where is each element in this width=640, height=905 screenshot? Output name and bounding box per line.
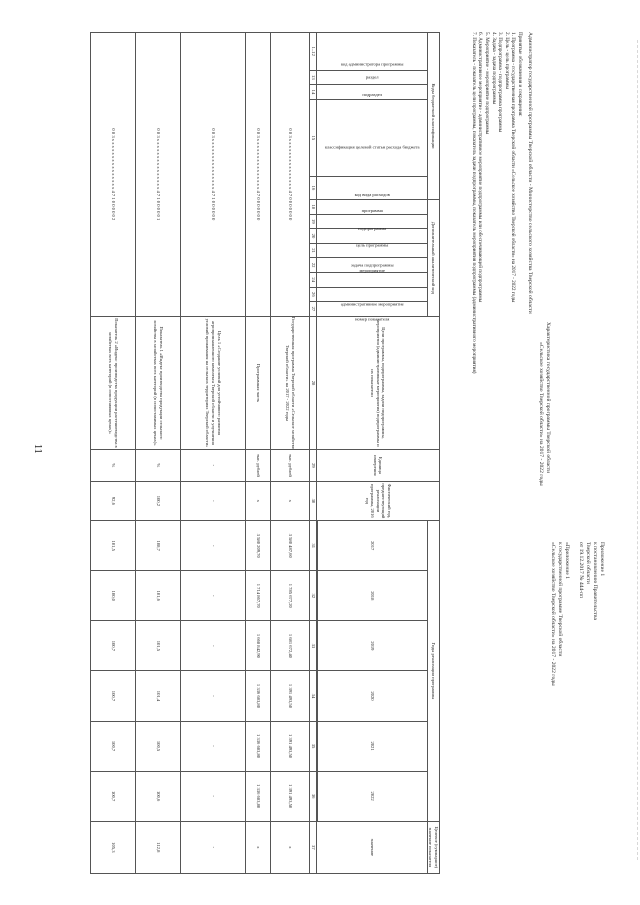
row-y2022: 100,6 (136, 771, 181, 821)
note-6: 6. Административное мероприятие - административное мероприятие подпрограммы или обеспечивающей подпрограммы (477, 32, 484, 303)
note-2: 2. Цель - цель программы (503, 32, 510, 89)
row-y2022: 1 336 683,80 (246, 771, 271, 821)
row-fact: - (181, 481, 246, 521)
row-unit: тыс. рублей (271, 450, 310, 481)
row-y2020: 100,7 (91, 671, 136, 721)
row-target: х (246, 821, 271, 873)
document-title-line-1: Характеристика государственной программы Тверской области (545, 322, 551, 474)
table-row (181, 33, 246, 874)
administrator-line: Администратор государственной программы Тверской области - Министерство сельского хозяйства Тверской области (527, 32, 533, 314)
attachment-line-2: к постановлению Правительства (592, 542, 598, 620)
colnum-21: 21 (310, 243, 317, 258)
row-y2019: 1 668 842,90 (246, 621, 271, 671)
header-subsection: подраздел (316, 85, 427, 100)
row-codes: 0 8 3 х х х х х х х х х х х х х х х 4 7 0 0 0 0 0 0 0 (246, 33, 271, 317)
header-years-group: Годы реализации программы (427, 521, 439, 821)
column-number-row (310, 33, 317, 874)
table-row (136, 33, 181, 874)
table-row (246, 33, 271, 874)
row-unit: % (91, 450, 136, 481)
colnum-20: 20 (310, 229, 317, 244)
header-task: задача подпрограммы (316, 243, 427, 258)
rotated-landscape-sheet (25, 22, 615, 882)
row-y2022: 1 391 493,50 (271, 771, 310, 821)
colnum-34: 34 (310, 671, 317, 721)
colnum-27: 27 (310, 302, 317, 317)
colnum-24: 24 (310, 272, 317, 287)
row-fact: х (246, 481, 271, 521)
header-program: программа (316, 199, 427, 214)
attachment-line-5: «Приложение 1 (564, 542, 570, 580)
row-y2018: - (181, 571, 246, 621)
colnum-16: 16 (310, 176, 317, 199)
row-y2020: 1 336 683,80 (246, 671, 271, 721)
header-admin-event: административное мероприятие (316, 272, 427, 287)
colnum-29: 29 (310, 450, 317, 481)
header-class-cost: классификация целевой статьи расхода бюджета (316, 99, 427, 176)
row-y2017: 101,5 (91, 521, 136, 571)
row-name: Показатель 2 «Индекс производства продукции растениеводства в хозяйствах всех категорий (в сопоставимых ценах)» (91, 316, 136, 450)
note-5: 5. Мероприятие - мероприятие подпрограммы (484, 32, 491, 135)
page-number: 11 (32, 444, 43, 454)
colnum-codes: 1–12 (310, 33, 317, 71)
attachment-line-4: от 19.12.2017 № 444-пп (578, 542, 584, 599)
row-y2022: 100,7 (91, 771, 136, 821)
header-section: раздел (316, 70, 427, 85)
year-2017: 2017 (317, 521, 427, 571)
colnum-22: 22 (310, 258, 317, 273)
colnum-15: 15 (310, 99, 317, 176)
row-fact: 100,2 (136, 481, 181, 521)
row-target: 105,3 (91, 821, 136, 873)
row-y2021: 1 336 683,80 (246, 721, 271, 771)
header-goal: цель программы (316, 229, 427, 244)
header-blank (316, 287, 427, 302)
row-y2017: 3 580 487,60 (271, 521, 310, 571)
row-y2022: - (181, 771, 246, 821)
row-y2019: 100,7 (91, 621, 136, 671)
row-y2017: 3 580 209,70 (246, 521, 271, 571)
row-y2019: - (181, 621, 246, 671)
row-target: 112,8 (136, 821, 181, 873)
header-value: значение (316, 821, 427, 873)
colnum-30: 30 (310, 481, 317, 521)
header-event: мероприятие (316, 258, 427, 273)
colnum-37: 37 (310, 821, 317, 873)
row-y2017: - (181, 521, 246, 571)
header-row-1 (427, 33, 439, 874)
program-characteristics-table (90, 32, 440, 874)
year-2019: 2019 (317, 621, 427, 671)
row-y2018: 1 714 867,70 (246, 571, 271, 621)
table-row (271, 33, 310, 874)
row-y2021: 100,5 (136, 721, 181, 771)
row-y2018: 1 785 677,20 (271, 571, 310, 621)
row-y2021: 100,7 (91, 721, 136, 771)
row-y2017: 108,7 (136, 521, 181, 571)
header-unit: Единица измерения (316, 450, 439, 481)
row-y2020: 1 391 493,50 (271, 671, 310, 721)
note-4: 4. Задача - задача подпрограммы (490, 32, 497, 105)
colnum-35: 35 (310, 721, 317, 771)
row-codes: 0 8 3 х х х х х х х х х х х х х х х 4 7 1 0 0 0 0 0 2 (91, 33, 136, 317)
header-target: Целевое (суммарное) значение показателя (427, 821, 439, 873)
row-codes: 0 8 3 х х х х х х х х х х х х х х х 4 7 1 0 0 0 0 0 1 (136, 33, 181, 317)
row-name: Показатель 1 «Индекс производства продукции сельского хозяйства в хозяйствах всех категорий (в сопоставимых ценах)» (136, 316, 181, 450)
header-indicator: номер показателя (316, 302, 427, 317)
row-y2021: 1 391 493,50 (271, 721, 310, 771)
page-edge-dashes (636, 40, 638, 860)
row-y2018: 100,0 (91, 571, 136, 621)
row-codes: 0 8 3 х х х х х х х х х х х х х х х 4 7 1 0 0 0 0 0 0 (181, 33, 246, 317)
attachment-line-7: «Сельское хозяйство Тверской области» на 2017 - 2022 годы (550, 542, 556, 686)
row-codes: 0 8 3 х х х х х х х х х х х х х х х 4 7 0 0 0 0 0 0 0 (271, 33, 310, 317)
row-target: - (181, 821, 246, 873)
colnum-19: 19 (310, 214, 317, 229)
colnum-18: 18 (310, 199, 317, 214)
header-fact-2016: Фактический год, предшествующий реализации программы, 2016 год (316, 481, 439, 521)
notes-head: Принятые обозначения и сокращения: (517, 32, 523, 117)
header-kod: код вида расходов (316, 176, 427, 199)
note-3: 3. Подпрограмма - подпрограмма программы (497, 32, 504, 133)
colnum-28: 28 (310, 316, 317, 450)
header-goals-column: Цели программы, подпрограммы, задачи подпрограммы, мероприятия (административные мероприятия) подпрограммы и их показатели (316, 316, 439, 450)
header-additional-code: Дополнительный аналитический код (427, 199, 439, 316)
colnum-26: 26 (310, 287, 317, 302)
row-y2020: 101,4 (136, 671, 181, 721)
colnum-31: 31 (310, 521, 317, 571)
row-y2019: 101,5 (136, 621, 181, 671)
colnum-13: 13 (310, 70, 317, 85)
table-row (91, 33, 136, 874)
row-name: Государственная программа Тверской области «Сельское хозяйство Тверской области» на 2017 - 2022 годы (271, 316, 310, 450)
row-unit: % (136, 450, 181, 481)
year-2022: 2022 (317, 771, 427, 821)
row-unit: тыс. рублей (246, 450, 271, 481)
year-2018: 2018 (317, 571, 427, 621)
header-subprogram: подпрограмма (316, 214, 427, 229)
row-name: Программная часть (246, 316, 271, 450)
note-1: 1. Программа - государственная программа Тверской области «Сельское хозяйство Тверской области» на 2017 - 2022 годы (510, 32, 517, 303)
colnum-36: 36 (310, 771, 317, 821)
note-7: 7. Показатель - показатель цели программы, показатель задачи подпрограммы, показатель мероприятия подпрограммы (административного мероприятия) (470, 32, 477, 374)
colnum-32: 32 (310, 571, 317, 621)
header-admin-code: код администратора программы (316, 33, 427, 71)
abbreviations-notes (470, 32, 523, 374)
row-unit: - (181, 450, 246, 481)
row-y2018: 101,6 (136, 571, 181, 621)
row-target: х (271, 821, 310, 873)
row-name: Цель 1 «Создание условий для устойчивого развития агропромышленного комплекса Тверской области и улучшения условий проживания на сельских территориях Тверской области» (181, 316, 246, 450)
row-fact: 92,6 (91, 481, 136, 521)
document-title-line-2: «Сельское хозяйство Тверской области» на 2017 - 2022 годы (538, 342, 544, 486)
colnum-33: 33 (310, 621, 317, 671)
year-2020: 2020 (317, 671, 427, 721)
row-y2020: - (181, 671, 246, 721)
row-fact: х (271, 481, 310, 521)
header-budget-codes: Коды бюджетной классификации (427, 33, 439, 200)
year-2021: 2021 (317, 721, 427, 771)
attachment-line-3: Тверской области (585, 542, 591, 584)
attachment-line-6: к государственной программе Тверской области (557, 542, 563, 657)
row-y2019: 1 681 672,40 (271, 621, 310, 671)
row-y2021: - (181, 721, 246, 771)
colnum-14: 14 (310, 85, 317, 100)
attachment-line-1: Приложение 1 (599, 542, 605, 577)
